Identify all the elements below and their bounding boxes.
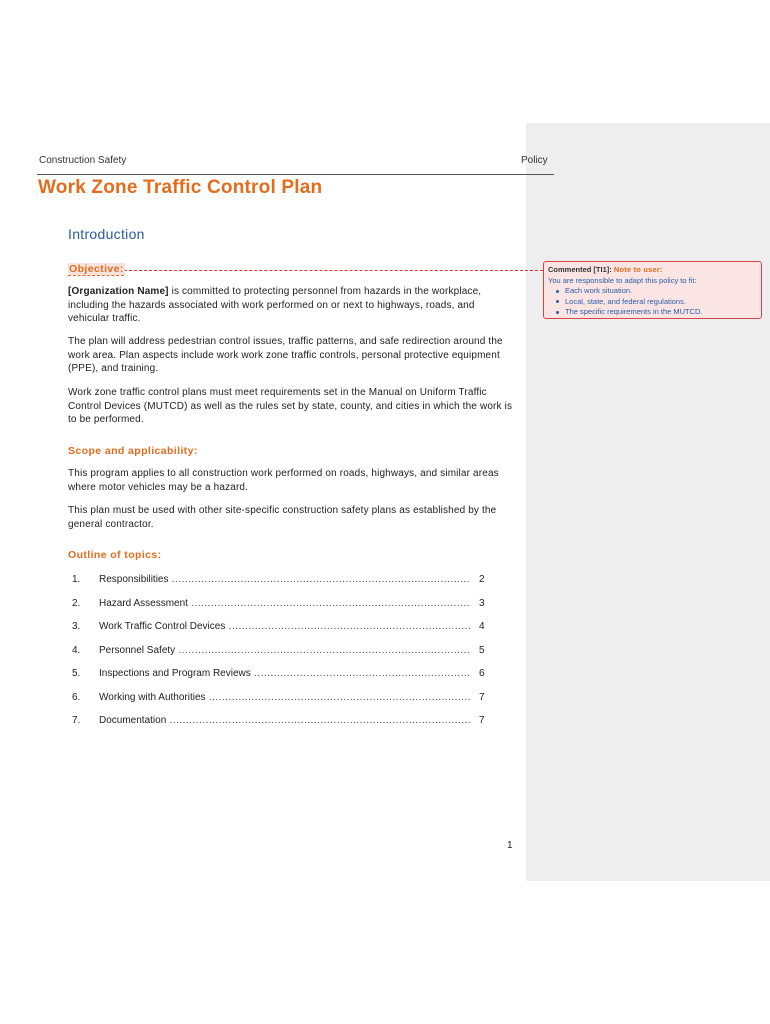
toc-entry[interactable] bbox=[68, 645, 498, 669]
toc-entry[interactable] bbox=[68, 598, 498, 622]
toc-label: Responsibilities ..... bbox=[99, 574, 471, 585]
header-rule bbox=[37, 174, 554, 175]
header-right: Policy bbox=[521, 155, 548, 166]
toc-label: Work Traffic Control Devices ..... bbox=[99, 621, 471, 632]
plan-address-paragraph: The plan will address pedestrian control issues, traffic patterns, and safe redirection around the work area. Plan aspects include work work zone traffic controls, personal protective equipment (PPE), and training. bbox=[68, 336, 503, 374]
comment-balloon[interactable] bbox=[543, 261, 762, 319]
toc-entry[interactable] bbox=[68, 692, 498, 716]
comment-note-label: Note to user: bbox=[613, 265, 663, 274]
toc-number: 2. bbox=[72, 597, 81, 609]
objective-heading[interactable]: Objective: bbox=[69, 263, 124, 275]
comment-author: Commented [TI1]: bbox=[548, 265, 612, 274]
toc-label: Working with Authorities ..... bbox=[99, 692, 471, 703]
toc-page-number: 5 bbox=[479, 644, 485, 656]
outline-heading: Outline of topics: bbox=[68, 549, 162, 561]
scope-paragraph-1: This program applies to all construction work performed on roads, highways, and similar areas where motor vehicles may be a hazard. bbox=[68, 468, 499, 493]
toc-page-number: 7 bbox=[479, 691, 485, 703]
toc-number: 1. bbox=[72, 574, 81, 585]
toc-number: 5. bbox=[72, 668, 81, 679]
toc-entry[interactable] bbox=[68, 715, 498, 739]
toc-page-number: 7 bbox=[479, 715, 485, 726]
toc-number: 7. bbox=[72, 715, 81, 726]
objective-paragraph bbox=[68, 285, 513, 326]
scope-paragraph-2: This plan must be used with other site-specific construction safety plans as established by the general contractor. bbox=[68, 505, 497, 530]
comment-header bbox=[548, 265, 757, 276]
toc-number: 3. bbox=[72, 621, 81, 632]
document-title: Work Zone Traffic Control Plan bbox=[38, 177, 323, 198]
toc-label: Personnel Safety ..... bbox=[99, 645, 471, 656]
toc-entry[interactable] bbox=[68, 668, 498, 692]
toc-entry[interactable] bbox=[68, 574, 498, 598]
toc-page-number: 2 bbox=[479, 574, 485, 585]
scope-heading: Scope and applicability: bbox=[68, 445, 198, 457]
comment-anchor-underline bbox=[68, 275, 124, 276]
comment-intro: You are responsible to adapt this policy to fit: bbox=[548, 275, 697, 285]
toc-label: Documentation ..... bbox=[99, 715, 471, 726]
header-left: Construction Safety bbox=[39, 155, 127, 166]
comment-connector-line bbox=[124, 270, 543, 271]
toc-label: Inspections and Program Reviews ..... bbox=[99, 668, 471, 679]
comment-bullet-item: The specific requirements in the MUTCD. bbox=[565, 307, 757, 318]
table-of-contents bbox=[68, 574, 498, 739]
comment-bullet-list bbox=[548, 286, 757, 318]
toc-page-number: 6 bbox=[479, 668, 485, 679]
page-number: 1 bbox=[507, 840, 513, 851]
comment-pane bbox=[526, 123, 770, 881]
organization-name-placeholder[interactable]: [Organization Name] bbox=[68, 286, 169, 297]
toc-page-number: 4 bbox=[479, 621, 485, 632]
toc-number: 6. bbox=[72, 691, 81, 703]
comment-bullet-item: Each work situation. bbox=[565, 286, 757, 297]
objective-text: is committed to protecting personnel from hazards in the workplace, including the hazards associated with work performed on or next to highways, roads, and vehicular traffic. bbox=[68, 286, 482, 324]
comment-bullet-item: Local, state, and federal regulations. bbox=[565, 297, 757, 308]
introduction-heading: Introduction bbox=[68, 226, 145, 242]
toc-entry[interactable] bbox=[68, 621, 498, 645]
toc-number: 4. bbox=[72, 644, 81, 656]
mutcd-paragraph: Work zone traffic control plans must meet requirements set in the Manual on Uniform Traffic Control Devices (MUTCD) as well as the rules set by state, county, and cities in which the work is to be performed. bbox=[68, 387, 513, 425]
toc-label: Hazard Assessment ..... bbox=[99, 598, 471, 609]
toc-page-number: 3 bbox=[479, 597, 485, 609]
